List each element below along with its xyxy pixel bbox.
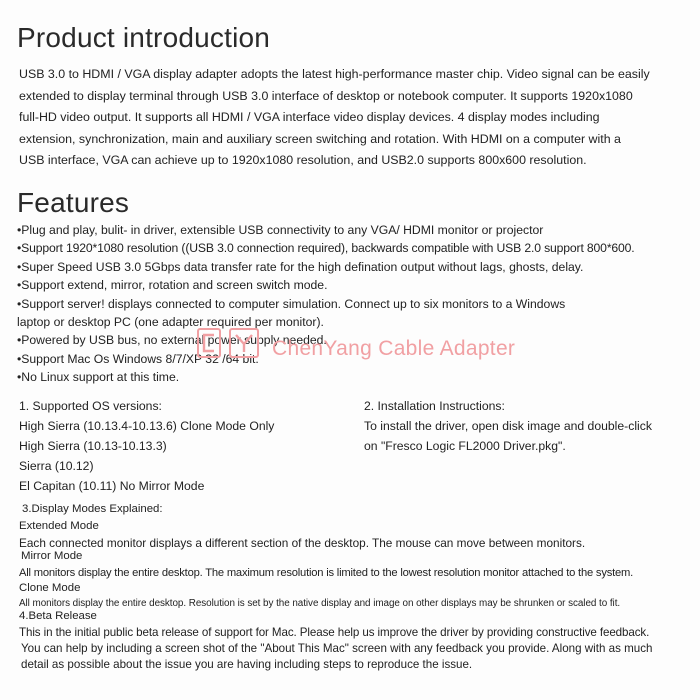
intro-line: USB 3.0 to HDMI / VGA display adapter adopts the latest high-performance master chip. Video signal can be easily bbox=[19, 67, 650, 81]
mirror-mode-title: Mirror Mode bbox=[21, 550, 83, 562]
installation-line: To install the driver, open disk image and double-click bbox=[364, 419, 652, 433]
installation-block bbox=[364, 396, 652, 456]
mirror-mode-text: All monitors display the entire desktop. The maximum resolution is limited to the lowest resolution monitor attached to the system. bbox=[19, 567, 634, 579]
watermark-text: ChenYang Cable Adapter bbox=[272, 337, 516, 360]
feature-item: laptop or desktop PC (one adapter required per monitor). bbox=[17, 315, 324, 330]
clone-mode-text: All monitors display the entire desktop. Resolution is set by the native display and image on other displays may be shrunken or scaled to fit. bbox=[19, 598, 621, 609]
features-heading: Features bbox=[17, 187, 130, 218]
intro-line: extended to display terminal through USB 3.0 interface of desktop or notebook computer. It supports 1920x1080 bbox=[19, 88, 633, 103]
watermark bbox=[196, 325, 541, 365]
intro-line: USB interface, VGA can achieve up to 1920x1080 resolution, and USB2.0 supports 800x600 resolution. bbox=[19, 153, 587, 168]
os-version-item: El Capitan (10.11) No Mirror Mode bbox=[19, 479, 205, 493]
os-version-item: High Sierra (10.13-10.13.3) bbox=[19, 439, 167, 453]
os-versions-title: 1. Supported OS versions: bbox=[19, 399, 162, 413]
extended-mode-title: Extended Mode bbox=[19, 520, 99, 532]
feature-item: •No Linux support at this time. bbox=[17, 370, 180, 385]
feature-item: •Super Speed USB 3.0 5Gbps data transfer rate for the high defination output without lags, ghosts, delay. bbox=[17, 259, 584, 274]
feature-item: •Plug and play, bulit- in driver, extensible USB connectivity to any VGA/ HDMI monitor or projector bbox=[17, 223, 544, 237]
beta-release-text bbox=[19, 625, 652, 673]
installation-line: on "Fresco Logic FL2000 Driver.pkg". bbox=[364, 439, 566, 453]
feature-item: •Support 1920*1080 resolution ((USB 3.0 connection required), backwards compatible with USB 2.0 support 800*600. bbox=[17, 241, 635, 256]
feature-item: •Support extend, mirror, rotation and screen switch mode. bbox=[17, 278, 328, 293]
beta-line: This in the initial public beta release of support for Mac. Please help us improve the driver by providing constructive feedback. bbox=[19, 626, 650, 639]
installation-title: 2. Installation Instructions: bbox=[364, 399, 505, 413]
intro-heading: Product introduction bbox=[17, 22, 271, 53]
os-version-item: High Sierra (10.13.4-10.13.6) Clone Mode Only bbox=[19, 419, 275, 433]
os-version-item: Sierra (10.12) bbox=[19, 459, 94, 473]
beta-line: You can help by including a screen shot of the "About This Mac" screen with any feedback you provide. Along with as much bbox=[21, 642, 653, 655]
beta-line: detail as possible about the issue you are having including steps to reproduce the issue. bbox=[21, 658, 473, 671]
clone-mode-title: Clone Mode bbox=[19, 582, 81, 594]
intro-line: full-HD video output. It supports all HDMI / VGA interface video display devices. 4 display modes including bbox=[19, 110, 600, 125]
beta-release-title: 4.Beta Release bbox=[19, 610, 97, 622]
display-modes-title: 3.Display Modes Explained: bbox=[22, 503, 163, 515]
feature-item: •Support server! displays connected to computer simulation. Connect up to six monitors to a Windows bbox=[17, 296, 566, 311]
feature-item: •Support Mac Os Windows 8/7/XP 32 /64 bit. bbox=[17, 351, 259, 366]
intro-line: extension, synchronization, main and auxiliary screen switching and rotation. With HDMI on a computer with a bbox=[19, 131, 621, 146]
extended-mode-text: Each connected monitor displays a different section of the desktop. The mouse can move between monitors. bbox=[19, 536, 586, 550]
os-versions-block bbox=[19, 396, 274, 496]
watermark-logo-icon bbox=[196, 325, 268, 365]
intro-paragraph bbox=[19, 64, 687, 172]
feature-item: •Powered by USB bus, no external power supply needed. bbox=[17, 333, 327, 348]
